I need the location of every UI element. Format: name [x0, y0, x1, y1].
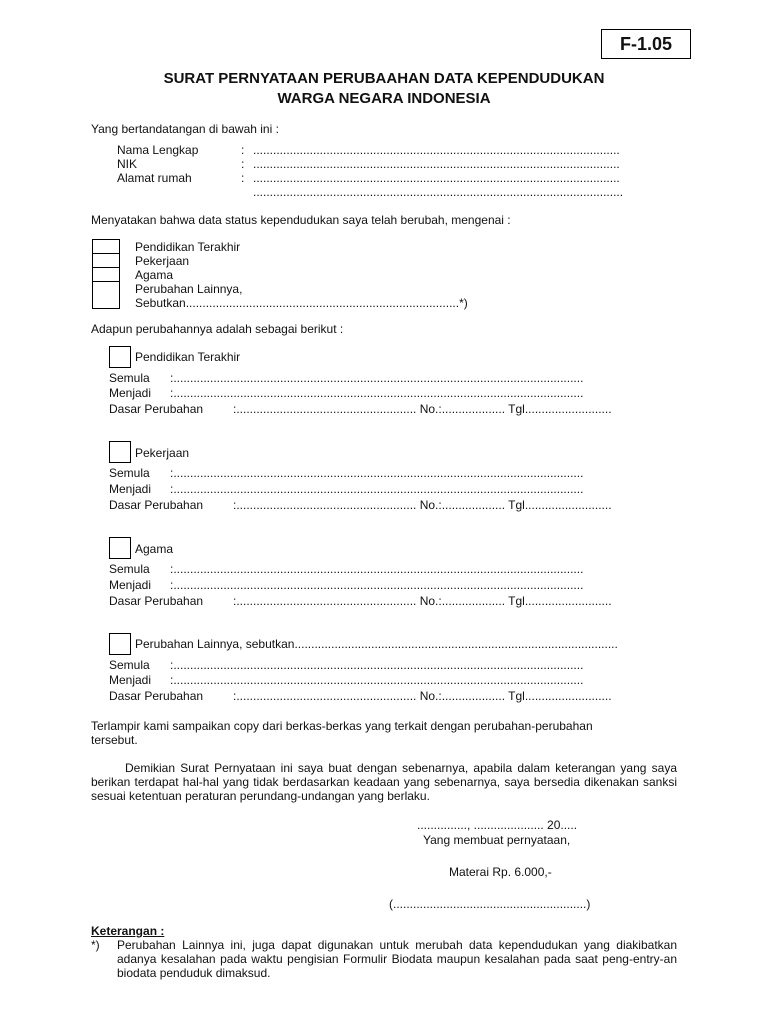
dasar-field-3[interactable]: :...................................................... No.:................... Tgl.......................... — [233, 594, 612, 608]
section-title-3: Agama — [135, 542, 174, 556]
section-title-4: Perubahan Lainnya, sebutkan................................................................................................. — [135, 637, 618, 651]
field-nama[interactable]: .............................................................................................................. — [253, 143, 620, 157]
option-checkbox-4[interactable] — [92, 281, 120, 309]
dasar-label-2: Dasar Perubahan — [109, 498, 204, 512]
colon-nik: : — [241, 157, 245, 171]
maker-text: Yang membuat pernyataan, — [423, 833, 571, 847]
attached-line-2: tersebut. — [91, 733, 138, 747]
dasar-label-4: Dasar Perubahan — [109, 689, 204, 703]
section-checkbox-1[interactable] — [109, 346, 131, 368]
dasar-field-1[interactable]: :...................................................... No.:................... Tgl.......................... — [233, 402, 612, 416]
semula-label-4: Semula — [109, 658, 150, 672]
field-nik[interactable]: .............................................................................................................. — [253, 157, 620, 171]
option-label-5: Sebutkan..................................................................................*) — [135, 296, 468, 310]
menjadi-field-2[interactable]: :........................................................................................................................... — [170, 482, 584, 496]
section-checkbox-2[interactable] — [109, 441, 131, 463]
field-alamat[interactable]: .............................................................................................................. — [253, 171, 620, 185]
option-label-4: Perubahan Lainnya, — [135, 282, 243, 296]
stamp-text: Materai Rp. 6.000,- — [449, 865, 552, 879]
intro-text: Yang bertandatangan di bawah ini : — [91, 122, 279, 136]
menjadi-field-4[interactable]: :........................................................................................................................... — [170, 673, 584, 687]
semula-field-2[interactable]: :........................................................................................................................... — [170, 466, 584, 480]
semula-label-3: Semula — [109, 562, 150, 576]
semula-field-4[interactable]: :........................................................................................................................... — [170, 658, 584, 672]
menjadi-label-1: Menjadi — [109, 386, 152, 400]
dasar-field-4[interactable]: :...................................................... No.:................... Tgl.......................... — [233, 689, 612, 703]
menjadi-label-3: Menjadi — [109, 578, 152, 592]
menjadi-field-1[interactable]: :........................................................................................................................... — [170, 386, 584, 400]
section-title-1: Pendidikan Terakhir — [135, 350, 241, 364]
menjadi-label-2: Menjadi — [109, 482, 152, 496]
label-nik: NIK — [117, 157, 138, 171]
dasar-field-2[interactable]: :...................................................... No.:................... Tgl.......................... — [233, 498, 612, 512]
dasar-label-3: Dasar Perubahan — [109, 594, 204, 608]
option-label-1: Pendidikan Terakhir — [135, 240, 241, 254]
colon-alamat: : — [241, 171, 245, 185]
menjadi-label-4: Menjadi — [109, 673, 152, 687]
keterangan-heading: Keterangan : — [91, 924, 165, 938]
declare-text: Menyatakan bahwa data status kependudukan saya telah berubah, mengenai : — [91, 213, 511, 227]
dasar-label-1: Dasar Perubahan — [109, 402, 204, 416]
semula-field-3[interactable]: :........................................................................................................................... — [170, 562, 584, 576]
closing-paragraph: Demikian Surat Pernyataan ini saya buat dengan sebenarnya, apabila dalam keterangan yang saya berikan terdapat hal-hal yang tidak berdasarkan keadaan yang sebenarnya, saya bersedia dikenakan sanksi sesuai ketentuan peraturan perundang-undangan yang berlaku. — [91, 761, 677, 803]
field-alamat-2[interactable]: ............................................................................................................... — [253, 185, 624, 199]
attached-line-1: Terlampir kami sampaikan copy dari berkas-berkas yang terkait dengan perubahan-perubahan — [91, 719, 593, 733]
section-title-2: Pekerjaan — [135, 446, 190, 460]
section-checkbox-4[interactable] — [109, 633, 131, 655]
menjadi-field-3[interactable]: :........................................................................................................................... — [170, 578, 584, 592]
label-nama: Nama Lengkap — [117, 143, 199, 157]
title-line-2: WARGA NEGARA INDONESIA — [277, 90, 491, 107]
option-label-2: Pekerjaan — [135, 254, 190, 268]
form-code: F-1.05 — [601, 29, 691, 59]
colon-nama: : — [241, 143, 245, 157]
keterangan-marker: *) — [91, 938, 100, 952]
keterangan-text: Perubahan Lainnya ini, juga dapat digunakan untuk merubah data kependudukan yang diakibatkan adanya kesalahan pada waktu pengisian Formulir Biodata maupun kesalahan pada saat peng-entry-an biodata penduduk dimaksud. — [117, 938, 677, 980]
date-line[interactable]: ..............., ..................... 20..... — [417, 818, 578, 832]
name-line[interactable]: (..........................................................) — [389, 897, 591, 911]
option-label-3: Agama — [135, 268, 174, 282]
changes-intro: Adapun perubahannya adalah sebagai berikut : — [91, 322, 344, 336]
semula-field-1[interactable]: :........................................................................................................................... — [170, 371, 584, 385]
semula-label-1: Semula — [109, 371, 150, 385]
section-checkbox-3[interactable] — [109, 537, 131, 559]
title-line-1: SURAT PERNYATAAN PERUBAAHAN DATA KEPENDUDUKAN — [163, 70, 605, 87]
semula-label-2: Semula — [109, 466, 150, 480]
label-alamat: Alamat rumah — [117, 171, 192, 185]
